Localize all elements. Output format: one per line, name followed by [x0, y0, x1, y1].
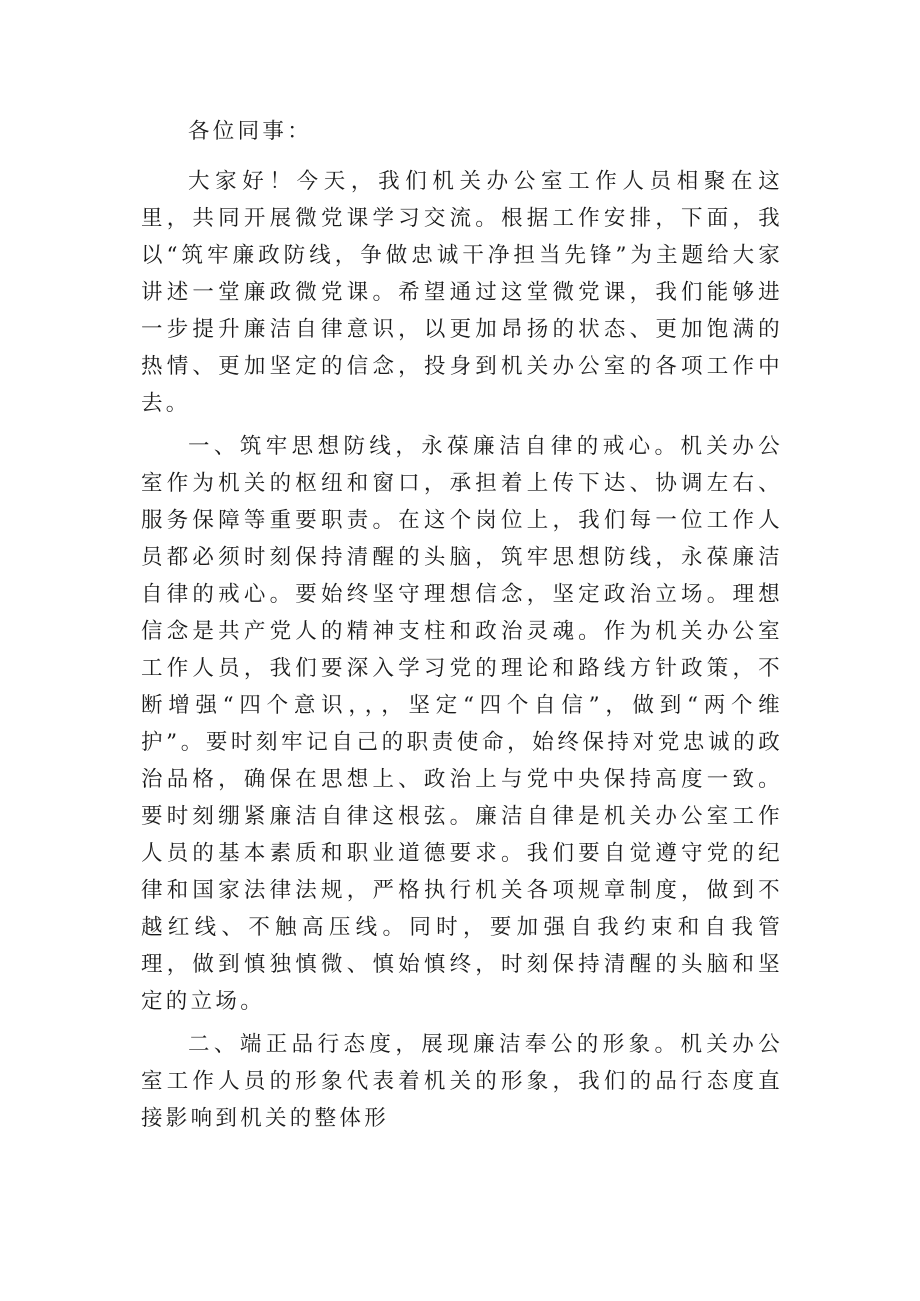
salutation: 各位同事：	[188, 119, 313, 144]
paragraph-section-one: 一、筑牢思想防线，永葆廉洁自律的戒心。机关办公室作为机关的枢纽和窗口，承担着上传下达、协调左右、服务保障等重要职责。在这个岗位上，我们每一位工作人员都必须时刻保持清醒的头脑，筑牢思想防线，永葆廉洁自律的戒心。要始终坚守理想信念，坚定政治立场。理想信念是共产党人的精神支柱和政治灵魂。作为机关办公室工作人员，我们要深入学习党的理论和路线方针政策，不断增强“四个意识，，，坚定“四个自信”，做到“两个维护”。要时刻牢记自己的职责使命，始终保持对党忠诚的政治品格，确保在思想上、政治上与党中央保持高度一致。要时刻绷紧廉洁自律这根弦。廉洁自律是机关办公室工作人员的基本素质和职业道德要求。我们要自觉遵守党的纪律和国家法律法规，严格执行机关各项规章制度，做到不越红线、不触高压线。同时，要加强自我约束和自我管理，做到慎独慎微、慎始慎终，时刻保持清醒的头脑和坚定的立场。	[141, 434, 783, 1014]
paragraph-section-two: 二、端正品行态度，展现廉洁奉公的形象。机关办公室工作人员的形象代表着机关的形象，我们的品行态度直接影响到机关的整体形	[141, 1032, 783, 1131]
document-body	[141, 113, 783, 1143]
paragraph-greeting: 大家好！今天，我们机关办公室工作人员相聚在这里，共同开展微党课学习交流。根据工作安排，下面，我以“筑牢廉政防线，争做忠诚干净担当先锋”为主题给大家讲述一堂廉政微党课。希望通过这堂微党课，我们能够进一步提升廉洁自律意识，以更加昂扬的状态、更加饱满的热情、更加坚定的信念，投身到机关办公室的各项工作中去。	[141, 169, 783, 416]
